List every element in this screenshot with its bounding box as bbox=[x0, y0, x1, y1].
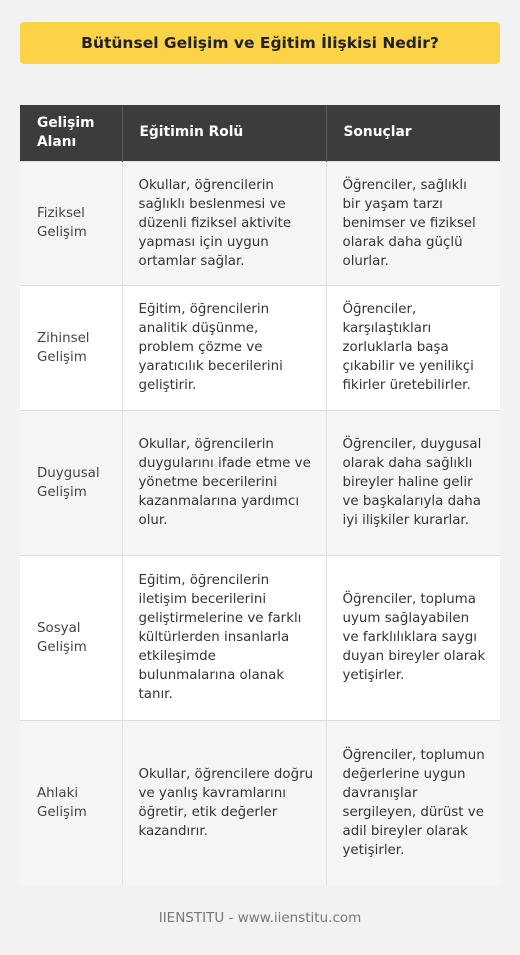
page-title: Bütünsel Gelişim ve Eğitim İlişkisi Nedir? bbox=[20, 22, 500, 64]
table-row bbox=[20, 555, 500, 720]
development-table bbox=[20, 105, 500, 885]
cell-result: Öğrenciler, karşılaştıkları zorluklarla başa çıkabilir ve yenilikçi fikirler üretebilirler. bbox=[326, 285, 500, 410]
table-header-row bbox=[20, 105, 500, 161]
cell-result: Öğrenciler, topluma uyum sağlayabilen ve farklılıklara saygı duyan bireyler olarak yetişirler. bbox=[326, 555, 500, 720]
footer-credit: IIENSTITU - www.iienstitu.com bbox=[158, 910, 362, 926]
cell-role: Okullar, öğrencilere doğru ve yanlış kavramlarını öğretir, etik değerler kazandırır. bbox=[122, 720, 326, 885]
cell-area: Ahlaki Gelişim bbox=[20, 720, 122, 885]
header-result: Sonuçlar bbox=[326, 105, 500, 161]
cell-role: Eğitim, öğrencilerin analitik düşünme, problem çözme ve yaratıcılık becerilerini geliştirir. bbox=[122, 285, 326, 410]
table-row bbox=[20, 410, 500, 555]
header-role: Eğitimin Rolü bbox=[122, 105, 326, 161]
table-row bbox=[20, 285, 500, 410]
table-row bbox=[20, 720, 500, 885]
cell-result: Öğrenciler, duygusal olarak daha sağlıklı bireyler haline gelir ve başkalarıyla daha iyi ilişkiler kurarlar. bbox=[326, 410, 500, 555]
cell-role: Okullar, öğrencilerin duygularını ifade etme ve yönetme becerilerini kazanmalarına yardımcı olur. bbox=[122, 410, 326, 555]
table-row bbox=[20, 161, 500, 285]
cell-area: Duygusal Gelişim bbox=[20, 410, 122, 555]
cell-role: Okullar, öğrencilerin sağlıklı beslenmesi ve düzenli fiziksel aktivite yapması için uygun ortamlar sağlar. bbox=[122, 161, 326, 285]
cell-area: Fiziksel Gelişim bbox=[20, 161, 122, 285]
cell-role: Eğitim, öğrencilerin iletişim becerilerini geliştirmelerine ve farklı kültürlerden insanlarla etkileşimde bulunmalarına olanak tanır. bbox=[122, 555, 326, 720]
cell-area: Zihinsel Gelişim bbox=[20, 285, 122, 410]
header-area: Gelişim Alanı bbox=[37, 114, 95, 150]
cell-area: Sosyal Gelişim bbox=[20, 555, 122, 720]
cell-result: Öğrenciler, toplumun değerlerine uygun davranışlar sergileyen, dürüst ve adil bireyler olarak yetişirler. bbox=[326, 720, 500, 885]
cell-result: Öğrenciler, sağlıklı bir yaşam tarzı benimser ve fiziksel olarak daha güçlü olurlar. bbox=[326, 161, 500, 285]
